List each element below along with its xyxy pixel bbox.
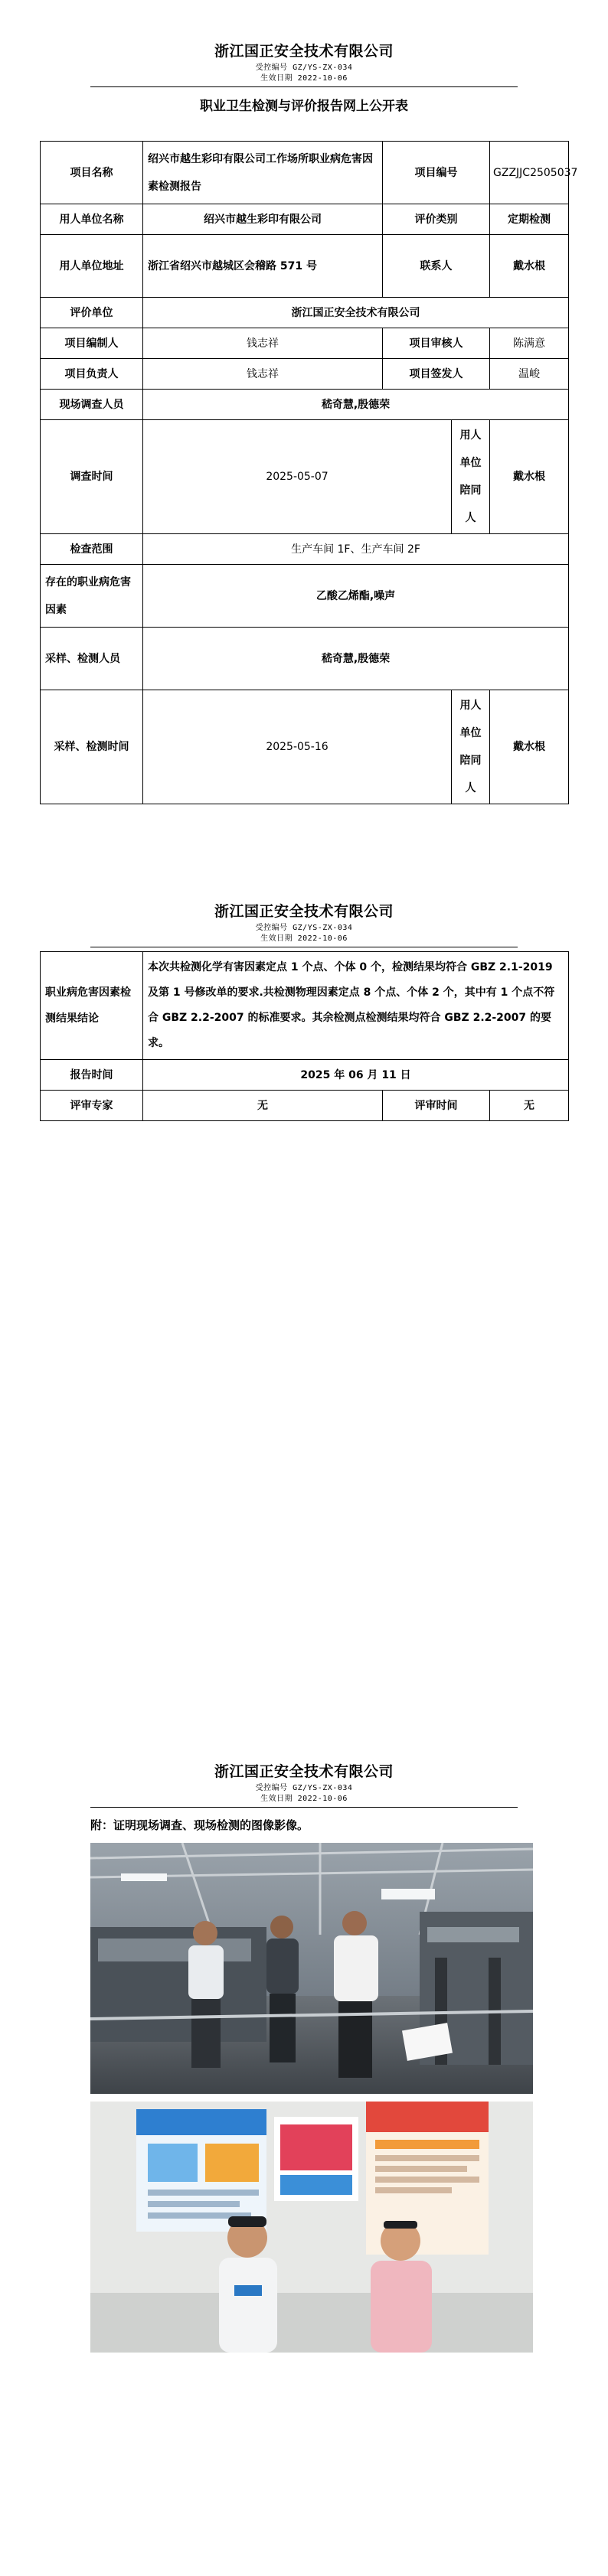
address-label: 用人单位地址 [41,235,143,298]
effective-date: 生效日期 2022-10-06 [260,934,348,943]
conclusion-table [40,951,569,1121]
header-divider [90,86,518,87]
leader-label: 项目负责人 [41,359,143,390]
expert-label: 评审专家 [41,1091,143,1121]
effective-date: 生效日期 2022-10-06 [260,1795,348,1803]
sample-time: 2025-05-16 [143,690,452,804]
survey-time: 2025-05-07 [143,420,452,534]
scope-label: 检查范围 [41,534,143,565]
reviewer: 陈满意 [490,328,569,359]
surveyor: 嵇奇慧,殷德荣 [143,390,569,420]
contact: 戴水根 [490,235,569,298]
conclusion-label: 职业病危害因素检测结果结论 [41,952,143,1060]
control-number: 受控编号 GZ/YS-ZX-034 [255,64,353,72]
control-number: 受控编号 GZ/YS-ZX-034 [255,1784,353,1792]
issuer: 温峻 [490,359,569,390]
disclosure-table [40,141,578,804]
company-name: 浙江国正安全技术有限公司 [214,43,394,60]
site-survey-photo [90,1843,533,2094]
project-no-label: 项目编号 [383,142,490,204]
control-number: 受控编号 GZ/YS-ZX-034 [255,924,353,932]
survey-time-label: 调查时间 [41,420,143,534]
accompany-label: 用人单位陪同人 [452,420,490,534]
review-time-label: 评审时间 [383,1091,490,1121]
sampler-label: 采样、检测人员 [41,628,143,690]
attachment-note: 附：证明现场调查、现场检测的图像影像。 [90,1818,309,1832]
accompany2-label: 用人单位陪同人 [452,690,490,804]
report-time: 2025 年 06 月 11 日 [143,1060,569,1091]
accompany2: 戴水根 [490,690,569,804]
company-name: 浙江国正安全技术有限公司 [214,903,394,920]
scope: 生产车间 1F、生产车间 2F [143,534,569,565]
effective-date: 生效日期 2022-10-06 [260,74,348,83]
sample-time-label: 采样、检测时间 [41,690,143,804]
company-name: 浙江国正安全技术有限公司 [214,1763,394,1780]
eval-unit-label: 评价单位 [41,298,143,328]
project-no: GZZJJC2505037 [490,142,569,204]
compiler-label: 项目编制人 [41,328,143,359]
employer-label: 用人单位名称 [41,204,143,235]
header-divider [90,1807,518,1808]
expert: 无 [143,1091,383,1121]
hazards-label: 存在的职业病危害因素 [41,565,143,628]
issuer-label: 项目签发人 [383,359,490,390]
project-name-label: 项目名称 [41,142,143,204]
leader: 钱志祥 [143,359,383,390]
staff-poster-photo [90,2102,533,2353]
eval-type: 定期检测 [490,204,569,235]
page-title: 职业卫生检测与评价报告网上公开表 [200,99,408,114]
eval-unit: 浙江国正安全技术有限公司 [143,298,569,328]
hazards: 乙酸乙烯酯,噪声 [143,565,569,628]
conclusion-text: 本次共检测化学有害因素定点 1 个点、个体 0 个，检测结果均符合 GBZ 2.1-2019 及第 1 号修改单的要求.共检测物理因素定点 8 个点、个体 2 个，其中有 1 个点不符合 GBZ 2.2-2007 的标准要求。其余检测点检测结果均符合 GBZ 2.2-2007 的要求。 [143,952,569,1060]
address: 浙江省绍兴市越城区会稽路 571 号 [143,235,383,298]
reviewer-label: 项目审核人 [383,328,490,359]
eval-type-label: 评价类别 [383,204,490,235]
report-time-label: 报告时间 [41,1060,143,1091]
surveyor-label: 现场调查人员 [41,390,143,420]
compiler: 钱志祥 [143,328,383,359]
sampler: 嵇奇慧,殷德荣 [143,628,569,690]
accompany: 戴水根 [490,420,569,534]
review-time: 无 [490,1091,569,1121]
employer: 绍兴市越生彩印有限公司 [143,204,383,235]
contact-label: 联系人 [383,235,490,298]
project-name: 绍兴市越生彩印有限公司工作场所职业病危害因素检测报告 [143,142,383,204]
